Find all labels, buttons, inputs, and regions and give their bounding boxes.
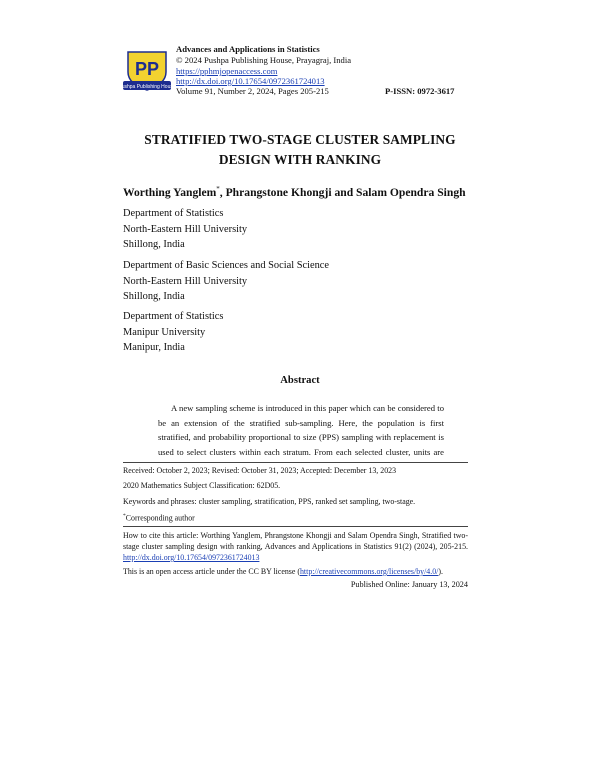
affiliation-dept: Department of Statistics	[123, 208, 224, 219]
copyright-line: © 2024 Pushpa Publishing House, Prayagraj, India	[176, 55, 352, 65]
affiliation-institution: Manipur University	[123, 326, 206, 338]
other-authors: , Phrangstone Khongji and Salam Opendra Singh	[219, 185, 466, 199]
abstract-text: A new sampling scheme is introduced in this paper which can be considered to be an extension of the stratified sub-sampling. Here, the population is first stratified, and probability proportional to size (PPS) sampling with replacement is used to select clusters within each stratum. From each selected cluster, units are	[158, 403, 444, 457]
published-date: Published Online: January 13, 2024	[350, 580, 468, 589]
volume-info: Volume 91, Number 2, 2024, Pages 205-215	[176, 86, 329, 96]
affiliation-place: Shillong, India	[123, 239, 185, 251]
corresponding-note-text: Corresponding author	[125, 513, 195, 523]
svg-text:PP: PP	[134, 59, 160, 79]
footnote-divider	[123, 462, 468, 463]
license-prefix: This is an open access article under the CC BY license (	[123, 567, 300, 576]
issn: P-ISSN: 0972-3617	[385, 86, 455, 96]
abstract-heading: Abstract	[280, 375, 320, 386]
affiliation-place: Shillong, India	[123, 291, 185, 303]
title-line-1: STRATIFIED TWO-STAGE CLUSTER SAMPLING	[144, 132, 456, 147]
corresponding-note-mark: *	[123, 513, 126, 519]
affiliation-dept: Department of Basic Sciences and Social Science	[123, 260, 330, 271]
publisher-logo	[122, 50, 172, 94]
affiliation-1	[123, 206, 247, 253]
citation-divider	[123, 526, 468, 527]
paper-title	[0, 130, 600, 170]
msc-classification: 2020 Mathematics Subject Classification: 62D05.	[123, 481, 281, 490]
license-line	[123, 566, 468, 577]
author-list	[123, 185, 466, 199]
affiliation-place: Manipur, India	[123, 342, 185, 354]
affiliation-institution: North-Eastern Hill University	[123, 223, 248, 235]
keywords: Keywords and phrases: cluster sampling, stratification, PPS, ranked set sampling, two-stage.	[123, 497, 416, 506]
affiliation-dept: Department of Statistics	[123, 311, 224, 322]
journal-website-link[interactable]: https://pphmjopenaccess.com	[176, 66, 278, 76]
affiliation-2	[123, 258, 329, 305]
title-line-2: DESIGN WITH RANKING	[218, 152, 382, 167]
first-author: Worthing Yanglem	[123, 185, 217, 199]
pphouse-logo-icon	[122, 50, 172, 94]
license-suffix: ).	[438, 567, 443, 576]
citation-doi-link[interactable]: http://dx.doi.org/10.17654/0972361724013	[123, 553, 260, 562]
corresponding-mark: *	[216, 185, 220, 193]
citation-block	[123, 530, 468, 563]
journal-name: Advances and Applications in Statistics	[176, 44, 320, 54]
license-link[interactable]: http://creativecommons.org/licenses/by/4.0/	[299, 567, 439, 576]
received-dates: Received: October 2, 2023; Revised: October 31, 2023; Accepted: December 13, 2023	[123, 466, 397, 475]
corresponding-note	[123, 511, 468, 524]
doi-link[interactable]: http://dx.doi.org/10.17654/0972361724013	[176, 76, 325, 86]
citation-text: How to cite this article: Worthing Yanglem, Phrangstone Khongji and Salam Opendra Singh, Stratified two-stage cluster sampling design with ranking, Advances and Applications in Statistics 91(2) (2024), 205-215.	[123, 531, 468, 551]
affiliation-institution: North-Eastern Hill University	[123, 275, 248, 287]
affiliation-3	[123, 309, 223, 356]
logo-banner-text: ushpa Publishing Hou	[122, 84, 171, 90]
